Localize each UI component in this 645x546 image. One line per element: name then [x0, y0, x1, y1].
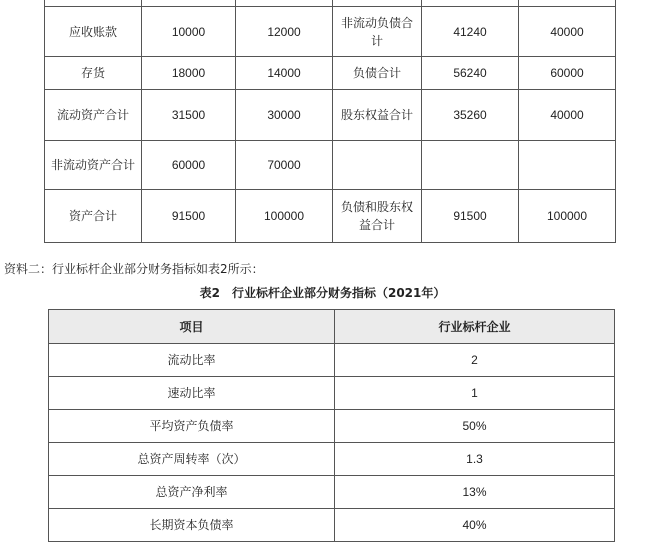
table-row	[49, 377, 615, 410]
row-label-cell	[333, 141, 422, 190]
indicator-value-cell: 40%	[335, 509, 615, 542]
value-cell: 60000	[142, 141, 236, 190]
indicator-name-cell: 长期资本负债率	[49, 509, 335, 542]
table-row	[49, 476, 615, 509]
row-label-cell: 资产合计	[45, 190, 142, 243]
table-header-row	[49, 310, 615, 344]
table-row	[45, 90, 616, 141]
indicator-name-cell: 平均资产负债率	[49, 410, 335, 443]
table-row	[45, 141, 616, 190]
row-label-cell: 存货	[45, 57, 142, 90]
value-cell	[519, 141, 616, 190]
table-row	[45, 7, 616, 57]
balance-sheet-table	[44, 0, 616, 243]
value-cell: 35260	[422, 90, 519, 141]
benchmark-indicators-table	[48, 309, 615, 542]
row-label-cell: 应收账款	[45, 7, 142, 57]
value-cell: 100000	[519, 190, 616, 243]
value-cell: 10000	[142, 7, 236, 57]
row-label-cell: 负债和股东权益合计	[333, 190, 422, 243]
row-label-cell: 流动资产合计	[45, 90, 142, 141]
column-header: 行业标杆企业	[335, 310, 615, 344]
value-cell: 31500	[142, 90, 236, 141]
table-row	[45, 57, 616, 90]
indicator-name-cell: 总资产周转率（次）	[49, 443, 335, 476]
value-cell	[422, 141, 519, 190]
row-label-cell: 非流动资产合计	[45, 141, 142, 190]
row-label-cell: 负债合计	[333, 57, 422, 90]
table-row	[49, 509, 615, 542]
indicator-value-cell: 2	[335, 344, 615, 377]
table-row	[49, 443, 615, 476]
intro-text: 资料二：行业标杆企业部分财务指标如表2所示：	[4, 262, 264, 276]
value-cell: 41240	[422, 7, 519, 57]
value-cell: 70000	[236, 141, 333, 190]
value-cell: 30000	[236, 90, 333, 141]
row-label-cell: 股东权益合计	[333, 90, 422, 141]
table-row	[45, 190, 616, 243]
value-cell: 100000	[236, 190, 333, 243]
value-cell: 18000	[142, 57, 236, 90]
column-header: 项目	[49, 310, 335, 344]
indicator-name-cell: 速动比率	[49, 377, 335, 410]
row-label-cell: 非流动负债合计	[333, 7, 422, 57]
value-cell: 91500	[422, 190, 519, 243]
table-row	[49, 410, 615, 443]
table-caption: 表2 行业标杆企业部分财务指标（2021年）	[199, 286, 446, 300]
value-cell: 60000	[519, 57, 616, 90]
value-cell: 14000	[236, 57, 333, 90]
value-cell: 40000	[519, 7, 616, 57]
table-row	[49, 344, 615, 377]
indicator-value-cell: 13%	[335, 476, 615, 509]
indicator-value-cell: 50%	[335, 410, 615, 443]
indicator-name-cell: 总资产净利率	[49, 476, 335, 509]
value-cell: 12000	[236, 7, 333, 57]
value-cell: 40000	[519, 90, 616, 141]
indicator-value-cell: 1.3	[335, 443, 615, 476]
value-cell: 91500	[142, 190, 236, 243]
indicator-value-cell: 1	[335, 377, 615, 410]
value-cell: 56240	[422, 57, 519, 90]
indicator-name-cell: 流动比率	[49, 344, 335, 377]
